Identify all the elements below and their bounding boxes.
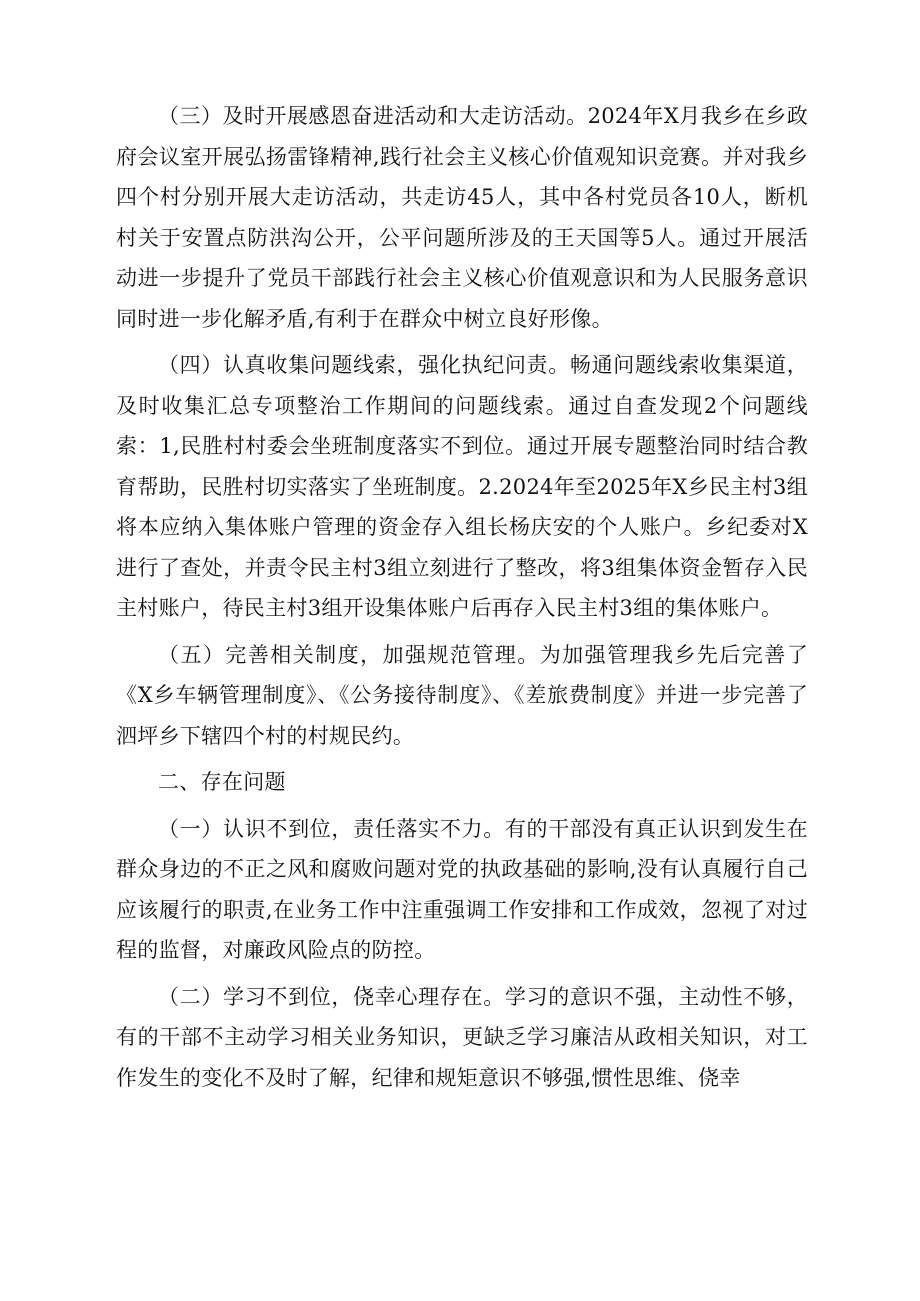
paragraph-activities: （三）及时开展感恩奋进活动和大走访活动。2024年X月我乡在乡政府会议室开展弘扬雷锋精神,践行社会主义核心价值观知识竞赛。并对我乡四个村分别开展大走访活动，共走访45人，其中各村党员各10人，断机村关于安置点防洪沟公开，公平问题所涉及的王天国等5人。通过开展活动进一步提升了党员干部践行社会主义核心价值观意识和为人民服务意识同时进一步化解矛盾,有利于在群众中树立良好形像。 [116, 104, 808, 331]
paragraph-regulations: （五）完善相关制度，加强规范管理。为加强管理我乡先后完善了《X乡车辆管理制度》、《公务接待制度》、《差旅费制度》并进一步完善了泗坪乡下辖四个村的村规民约。 [116, 642, 808, 748]
section-heading-existing-problems: 二、存在问题 [158, 770, 286, 794]
paragraph-issue-learning: （二）学习不到位，侥幸心理存在。学习的意识不强，主动性不够，有的干部不主动学习相关业务知识，更缺乏学习廉洁从政相关知识，对工作发生的变化不及时了解，纪律和规矩意识不够强,惯性思维、侥幸 [116, 984, 808, 1090]
paragraph-issue-awareness: （一）认识不到位，责任落实不力。有的干部没有真正认识到发生在群众身边的不正之风和腐败问题对党的执政基础的影响,没有认真履行自己应该履行的职责,在业务工作中注重强调工作安排和工作成效，忽视了对过程的监督，对廉政风险点的防控。 [116, 816, 808, 962]
paragraph-problem-clues: （四）认真收集问题线索，强化执纪问责。畅通问题线索收集渠道，及时收集汇总专项整治工作期间的问题线索。通过自查发现2个问题线索：1,民胜村村委会坐班制度落实不到位。通过开展专题整治同时结合教育帮助，民胜村切实落实了坐班制度。2.2024年至2025年X乡民主村3组将本应纳入集体账户管理的资金存入组长杨庆安的个人账户。乡纪委对X进行了查处，并责令民主村3组立刻进行了整改，将3组集体资金暂存入民主村账户，待民主村3组开设集体账户后再存入民主村3组的集体账户。 [116, 353, 808, 620]
